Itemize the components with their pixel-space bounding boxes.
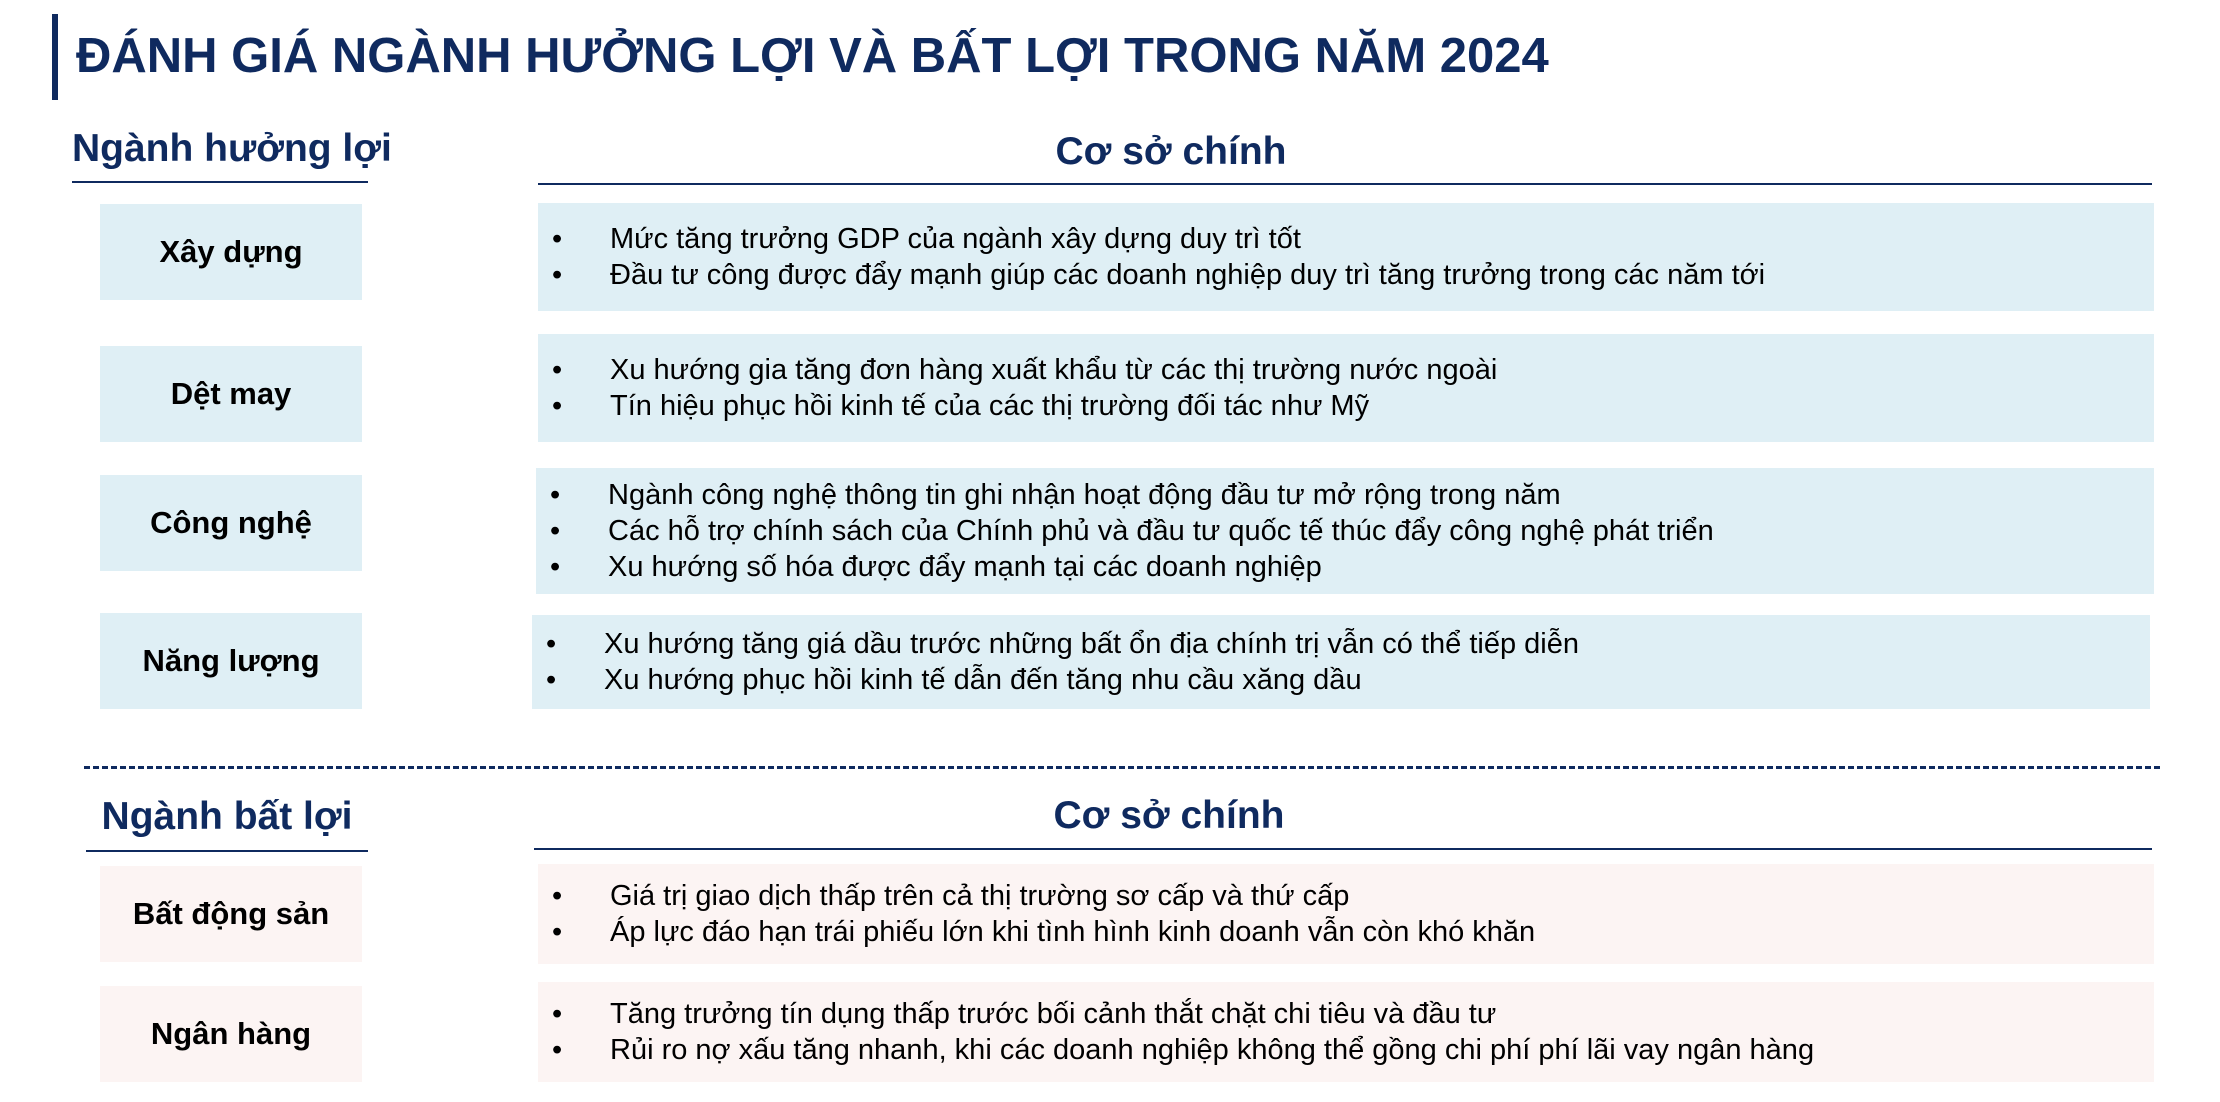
basis-bullet: • Mức tăng trưởng GDP của ngành xây dựng duy trì tốt <box>552 221 2154 257</box>
benefit-basis-textile <box>538 334 2154 442</box>
basis-bullet: • Xu hướng gia tăng đơn hàng xuất khẩu từ các thị trường nước ngoài <box>552 352 2154 388</box>
basis-bullet: • Xu hướng phục hồi kinh tế dẫn đến tăng nhu cầu xăng dầu <box>546 662 2150 698</box>
disadvantage-basis-real-estate <box>538 864 2154 964</box>
disadvantage-basis-header-rule <box>534 848 2152 850</box>
basis-bullet: • Các hỗ trợ chính sách của Chính phủ và đầu tư quốc tế thúc đẩy công nghệ phát triển <box>550 513 2154 549</box>
benefit-basis-energy <box>532 615 2150 709</box>
disadvantage-sectors-header-rule <box>86 850 368 852</box>
benefit-basis-technology <box>536 468 2154 594</box>
title-accent-bar <box>52 14 58 100</box>
basis-bullet: • Xu hướng số hóa được đẩy mạnh tại các doanh nghiệp <box>550 549 2154 585</box>
disadvantage-sector-real-estate: Bất động sản <box>100 866 362 962</box>
benefit-sector-construction: Xây dựng <box>100 204 362 300</box>
page-title: ĐÁNH GIÁ NGÀNH HƯỞNG LỢI VÀ BẤT LỢI TRONG NĂM 2024 <box>76 29 1549 83</box>
disadvantage-basis-header: Cơ sở chính <box>1053 794 1285 837</box>
benefit-basis-construction <box>538 203 2154 311</box>
basis-bullet: • Ngành công nghệ thông tin ghi nhận hoạt động đầu tư mở rộng trong năm <box>550 477 2154 513</box>
benefit-sector-energy: Năng lượng <box>100 613 362 709</box>
disadvantage-sector-banking: Ngân hàng <box>100 986 362 1082</box>
disadvantage-basis-banking <box>538 982 2154 1082</box>
benefit-sector-textile: Dệt may <box>100 346 362 442</box>
section-divider <box>84 766 2160 769</box>
benefit-sectors-header: Ngành hưởng lợi <box>72 127 392 170</box>
basis-bullet: • Tín hiệu phục hồi kinh tế của các thị trường đối tác như Mỹ <box>552 388 2154 424</box>
basis-bullet: • Áp lực đáo hạn trái phiếu lớn khi tình hình kinh doanh vẫn còn khó khăn <box>552 914 2154 950</box>
basis-bullet: • Xu hướng tăng giá dầu trước những bất ổn địa chính trị vẫn có thể tiếp diễn <box>546 626 2150 662</box>
benefit-sector-technology: Công nghệ <box>100 475 362 571</box>
basis-bullet: • Rủi ro nợ xấu tăng nhanh, khi các doanh nghiệp không thể gồng chi phí phí lãi vay ngân hàng <box>552 1032 2154 1068</box>
disadvantage-sectors-header: Ngành bất lợi <box>101 795 353 838</box>
basis-bullet: • Giá trị giao dịch thấp trên cả thị trường sơ cấp và thứ cấp <box>552 878 2154 914</box>
basis-bullet: • Đầu tư công được đẩy mạnh giúp các doanh nghiệp duy trì tăng trưởng trong các năm tới <box>552 257 2154 293</box>
benefit-sectors-header-rule <box>72 181 368 183</box>
basis-bullet: • Tăng trưởng tín dụng thấp trước bối cảnh thắt chặt chi tiêu và đầu tư <box>552 996 2154 1032</box>
benefit-basis-header-rule <box>538 183 2152 185</box>
benefit-basis-header: Cơ sở chính <box>1055 130 1287 173</box>
